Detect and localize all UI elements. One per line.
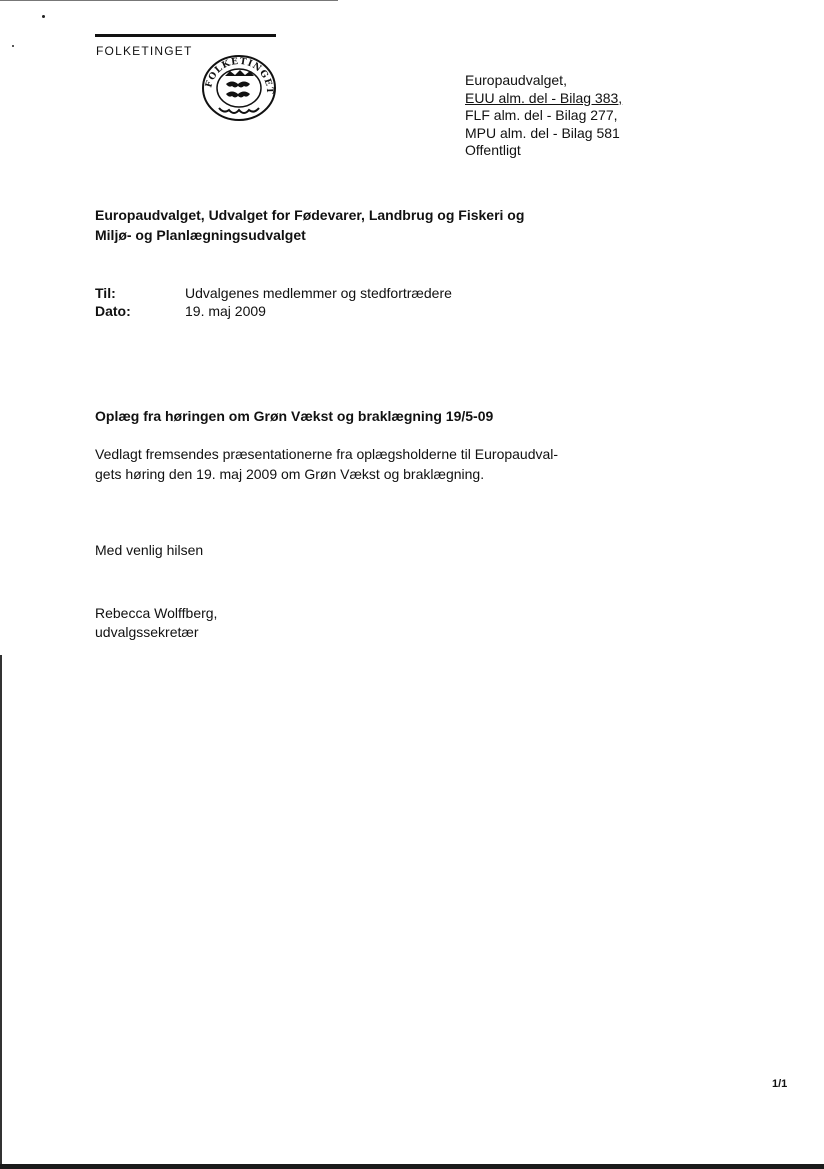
signature-block (95, 604, 217, 642)
subject-heading: Oplæg fra høringen om Grøn Vækst og braklægning 19/5-09 (95, 408, 494, 424)
reference-line: Europaudvalget, (465, 72, 567, 88)
recipient-row (95, 284, 452, 302)
scan-speck (12, 45, 14, 47)
reference-block (465, 72, 622, 160)
scan-speck (42, 15, 45, 18)
folketinget-seal-icon (199, 54, 279, 122)
scan-bottom-edge (0, 1164, 824, 1169)
body-line: gets høring den 19. maj 2009 om Grøn Vækst og braklægning. (95, 465, 485, 482)
body-line: Vedlagt fremsendes præsentationerne fra oplægsholderne til Europaudval- (95, 446, 559, 462)
scan-top-edge (0, 0, 338, 1)
date-value: 19. maj 2009 (185, 303, 266, 319)
closing-greeting: Med venlig hilsen (95, 542, 204, 558)
reference-line: EUU alm. del - Bilag 383, (465, 89, 623, 106)
recipient-value: Udvalgenes medlemmer og stedfortrædere (185, 285, 452, 301)
reference-line: MPU alm. del - Bilag 581 (465, 124, 620, 141)
seal-text: FOLKETINGET (204, 56, 275, 95)
organization-name: FOLKETINGET (96, 44, 193, 58)
header-rule (95, 34, 276, 37)
date-row (95, 302, 452, 320)
committees-heading (95, 205, 615, 245)
publication-status: Offentligt (465, 142, 521, 159)
signer-title: udvalgssekretær (95, 624, 199, 640)
memo-meta (95, 284, 452, 320)
date-label: Dato: (95, 303, 131, 319)
reference-line: FLF alm. del - Bilag 277, (465, 107, 618, 124)
signer-name: Rebecca Wolffberg, (95, 605, 218, 621)
scan-left-edge (0, 655, 2, 1165)
body-paragraph (95, 445, 575, 484)
committees-line: Europaudvalget, Udvalget for Fødevarer, Landbrug og Fiskeri og (95, 207, 525, 223)
page-number: 1/1 (772, 1078, 788, 1090)
recipient-label: Til: (95, 285, 116, 301)
committees-line: Miljø- og Planlægningsudvalget (95, 227, 306, 243)
